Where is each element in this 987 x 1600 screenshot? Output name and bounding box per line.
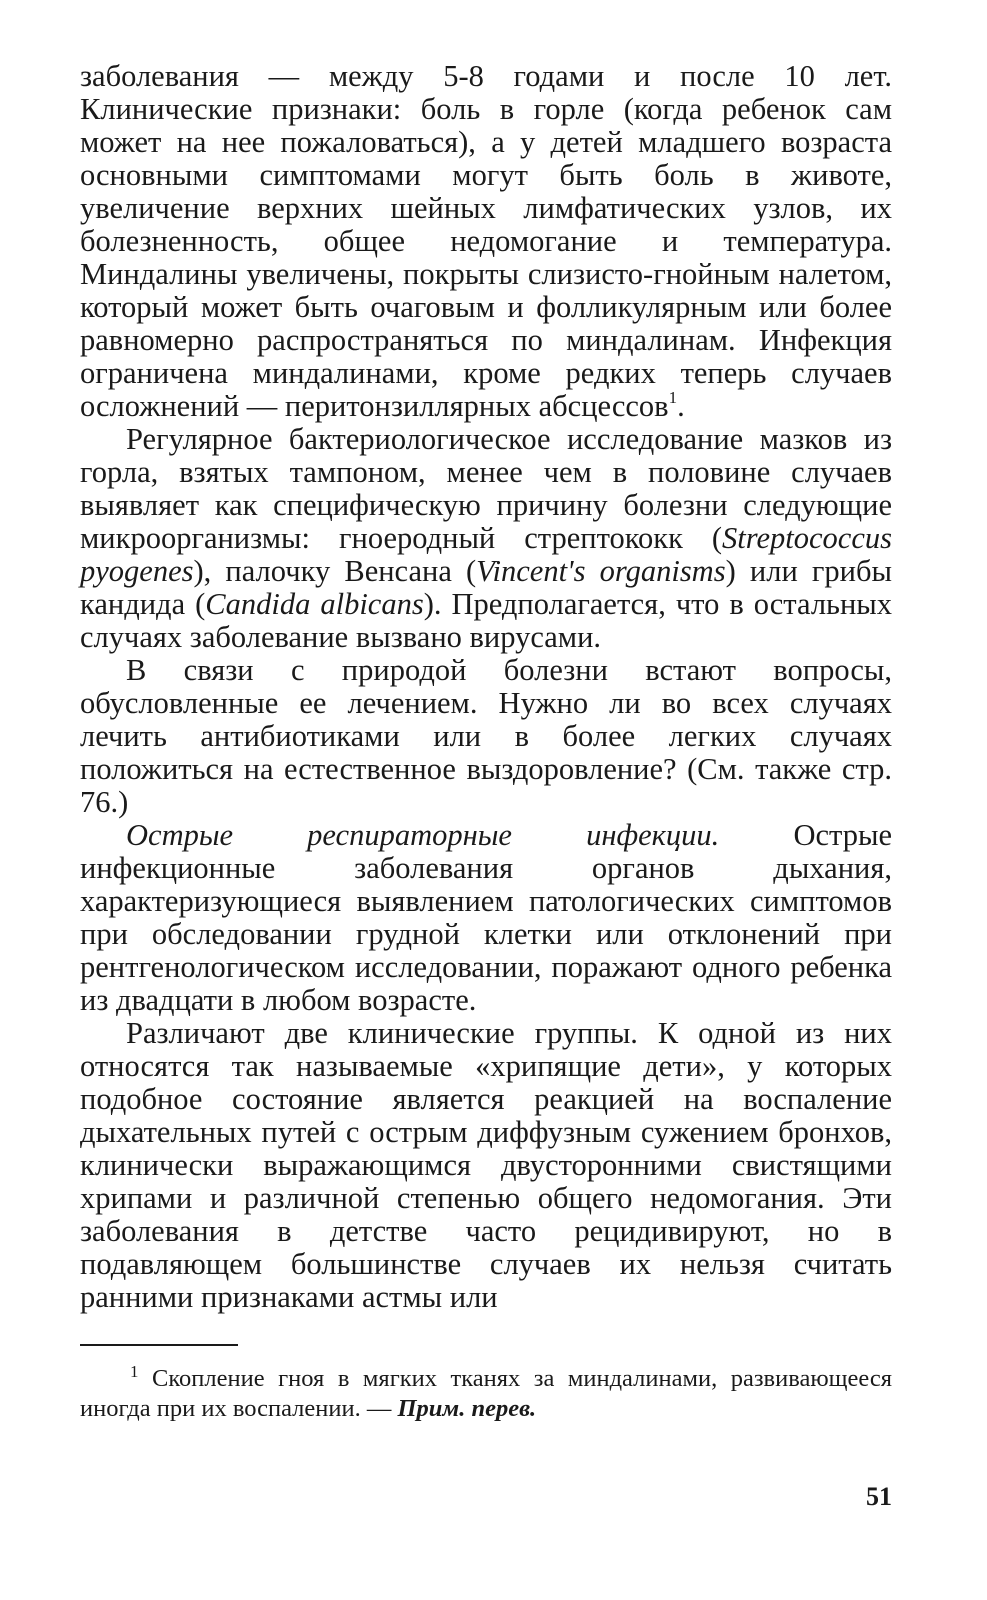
latin-term-candida: Candida albicans xyxy=(205,587,424,621)
paragraph-2 xyxy=(80,423,892,654)
paragraph-2-text-b: ), палочку Венсана ( xyxy=(193,554,477,588)
footnote-divider xyxy=(80,1344,238,1346)
paragraph-2-text-c: ) или грибы кандида ( xyxy=(80,554,893,621)
latin-term-vincent: Vincent's organisms xyxy=(476,554,726,588)
footnote-text: Скопление гноя в мягких тканях за миндалинами, развивающееся иногда при их воспалении. — xyxy=(80,1365,892,1422)
footnote-reference: 1 xyxy=(668,387,678,407)
footnote-mark: 1 xyxy=(130,1361,139,1381)
paragraph-2-text-d: ). Предполагается, что в остальных случаях заболевание вызвано вирусами. xyxy=(80,587,893,654)
paragraph-5: Различают две клинические группы. К одной из них относятся так называемые «хрипящие дети», у которых подобное состояние является реакцией на воспаление дыхательных путей с острым диффузным сужением бронхов, клинически выражающимся двусторонними свистящими хрипами и различной степенью общего недомогания. Эти заболевания в детстве часто рецидивируют, но в подавляющем большинстве случаев их нельзя считать ранними признаками астмы или xyxy=(80,1016,892,1314)
paragraph-3: В связи с природой болезни встают вопросы, обусловленные ее лечением. Нужно ли во всех случаях лечить антибиотиками или в более легких случаях положиться на естественное выздоровление? (См. также стр. 76.) xyxy=(80,653,892,819)
section-heading-inline: Острые респираторные инфекции. xyxy=(126,818,720,852)
paragraph-1-end: . xyxy=(677,389,685,423)
paragraph-2-text-a: Регулярное бактериологическое исследование мазков из горла, взятых тампоном, менее чем в половине случаев выявляет как специфическую причину болезни следующие микроорганизмы: гноеродный стрептококк ( xyxy=(80,422,892,555)
footnote xyxy=(80,1361,892,1424)
page-body xyxy=(80,60,892,1314)
latin-term-streptococcus: Streptococcus pyogenes xyxy=(80,521,892,588)
paragraph-1 xyxy=(80,60,892,423)
footnote-translator-note: Прим. перев. xyxy=(397,1395,537,1422)
paragraph-4 xyxy=(80,819,892,1017)
paragraph-4-text: Острые инфекционные заболевания органов дыхания, характеризующиеся выявлением патологических симптомов при обследовании грудной клетки или отклонений при рентгенологическом исследовании, поражают одного ребенка из двадцати в любом возрасте. xyxy=(80,818,892,1017)
page-number: 51 xyxy=(866,1482,892,1511)
paragraph-1-text: заболевания — между 5-8 годами и после 10 лет. Клинические признаки: боль в горле (когда ребенок сам может на нее пожаловаться), а у детей младшего возраста основными симптомами могут быть боль в животе, увеличение верхних шейных лимфатических узлов, их болезненность, общее недомогание и температура. Миндалины увеличены, покрыты слизисто-гнойным налетом, который может быть очаговым и фолликулярным или более равномерно распространяться по миндалинам. Инфекция ограничена миндалинами, кроме редких теперь случаев осложнений — перитонзиллярных абсцессов xyxy=(80,59,892,423)
